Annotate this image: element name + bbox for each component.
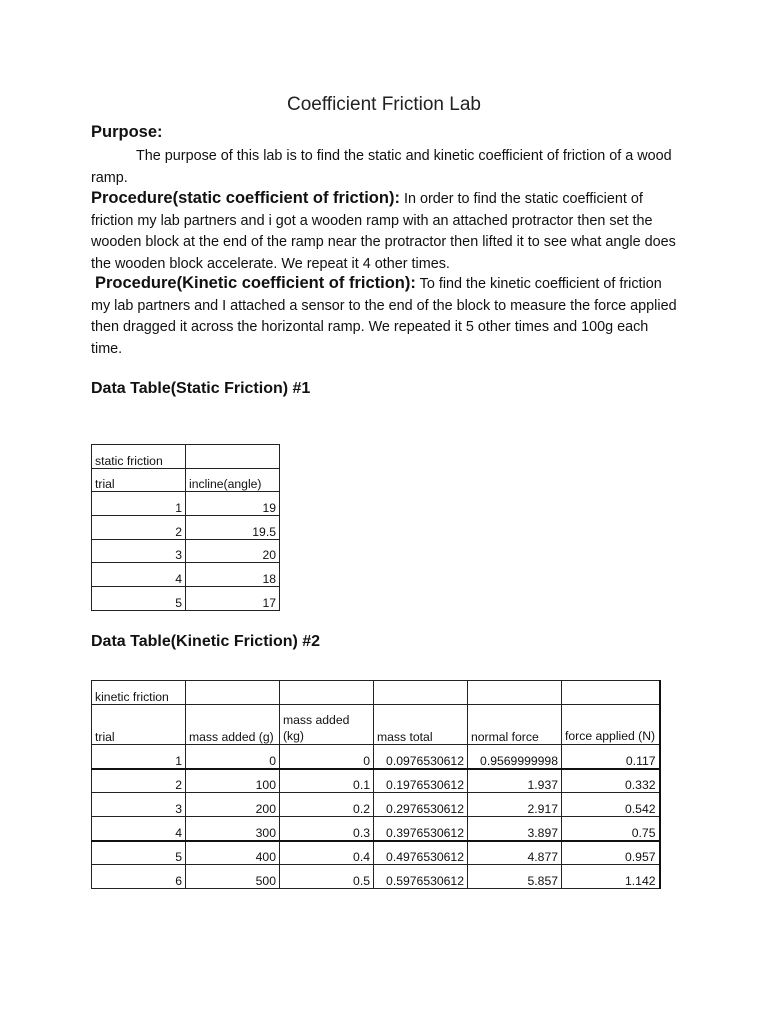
table-cell: 0.4 bbox=[280, 841, 374, 865]
table-row bbox=[92, 445, 280, 469]
kinetic-friction-table bbox=[91, 680, 661, 889]
static-table-heading: Data Table(Static Friction) #1 bbox=[91, 380, 311, 397]
procedure-kinetic-heading: Procedure(Kinetic coefficient of friction): bbox=[95, 274, 416, 292]
table-cell: 400 bbox=[186, 841, 280, 865]
table-row bbox=[92, 817, 660, 841]
table-cell: 1.937 bbox=[468, 769, 562, 793]
table-cell: 0.5976530612 bbox=[374, 865, 468, 889]
table-cell: 2 bbox=[92, 516, 186, 540]
procedure-static bbox=[91, 188, 681, 275]
table-row bbox=[92, 587, 280, 611]
column-header: incline(angle) bbox=[186, 468, 280, 492]
column-header: mass total bbox=[374, 705, 468, 745]
table-row bbox=[92, 745, 660, 769]
table-cell: 4 bbox=[92, 563, 186, 587]
table-cell: 2 bbox=[92, 769, 186, 793]
table-cell: 4 bbox=[92, 817, 186, 841]
column-header: trial bbox=[92, 705, 186, 745]
table-header-row bbox=[92, 705, 660, 745]
table-cell: 0.5 bbox=[280, 865, 374, 889]
table-cell: 19 bbox=[186, 492, 280, 516]
table-cell bbox=[186, 445, 280, 469]
table-row bbox=[92, 793, 660, 817]
column-header: trial bbox=[92, 468, 186, 492]
table-cell bbox=[468, 681, 562, 705]
table-row bbox=[92, 681, 660, 705]
table-cell: 0.332 bbox=[562, 769, 660, 793]
table-cell bbox=[186, 681, 280, 705]
table-cell: 0.1 bbox=[280, 769, 374, 793]
table-cell: 0.2976530612 bbox=[374, 793, 468, 817]
table-cell: 5 bbox=[92, 841, 186, 865]
table-cell: 17 bbox=[186, 587, 280, 611]
table-cell: 1 bbox=[92, 492, 186, 516]
table-cell: 0.2 bbox=[280, 793, 374, 817]
table-cell: 5 bbox=[92, 587, 186, 611]
kinetic-table-heading: Data Table(Kinetic Friction) #2 bbox=[91, 633, 321, 650]
table-cell: 1 bbox=[92, 745, 186, 769]
table-cell: 3.897 bbox=[468, 817, 562, 841]
table-cell: 200 bbox=[186, 793, 280, 817]
table-cell: 18 bbox=[186, 563, 280, 587]
table-cell: 6 bbox=[92, 865, 186, 889]
table-row bbox=[92, 865, 660, 889]
table-cell bbox=[374, 681, 468, 705]
table-cell: 0.4976530612 bbox=[374, 841, 468, 865]
table-cell: 2.917 bbox=[468, 793, 562, 817]
table-cell: 300 bbox=[186, 817, 280, 841]
table-cell: 20 bbox=[186, 539, 280, 563]
table-row bbox=[92, 492, 280, 516]
table-cell: 0.75 bbox=[562, 817, 660, 841]
table-caption: static friction bbox=[92, 445, 186, 469]
procedure-static-text: In order to find the static coefficient of friction my lab partners and i got a wooden ramp with an attached protractor then set the wooden block at the end of the ramp near the protractor then lifted it to see what angle does the wooden block accelerate. We repeat it 4 other times. bbox=[91, 191, 676, 272]
table-cell: 4.877 bbox=[468, 841, 562, 865]
static-friction-table bbox=[91, 444, 280, 611]
table-cell: 100 bbox=[186, 769, 280, 793]
table-cell: 19.5 bbox=[186, 516, 280, 540]
table-cell: 0.1976530612 bbox=[374, 769, 468, 793]
document-title: Coefficient Friction Lab bbox=[287, 94, 481, 115]
purpose-text: The purpose of this lab is to find the static and kinetic coefficient of friction of a wood ramp. bbox=[91, 148, 672, 186]
procedure-static-heading: Procedure(static coefficient of friction): bbox=[91, 189, 400, 207]
table-row bbox=[92, 516, 280, 540]
table-cell: 0.3 bbox=[280, 817, 374, 841]
column-header: force applied (N) bbox=[562, 705, 660, 745]
procedure-kinetic-text: To find the kinetic coefficient of friction my lab partners and I attached a sensor to the end of the block to measure the force applied then dragged it across the horizontal ramp. We repeated it 5 other times and 100g each time. bbox=[91, 276, 677, 357]
table-cell: 3 bbox=[92, 539, 186, 563]
table-row bbox=[92, 841, 660, 865]
procedure-kinetic bbox=[91, 273, 681, 360]
table-cell: 0.957 bbox=[562, 841, 660, 865]
table-cell: 0.542 bbox=[562, 793, 660, 817]
table-cell: 0.0976530612 bbox=[374, 745, 468, 769]
column-header: mass added (kg) bbox=[280, 705, 374, 745]
table-cell: 0 bbox=[186, 745, 280, 769]
table-cell bbox=[562, 681, 660, 705]
table-row bbox=[92, 563, 280, 587]
table-cell bbox=[280, 681, 374, 705]
table-cell: 0.117 bbox=[562, 745, 660, 769]
purpose-heading: Purpose: bbox=[91, 123, 163, 141]
table-caption: kinetic friction bbox=[92, 681, 186, 705]
table-cell: 3 bbox=[92, 793, 186, 817]
column-header: normal force bbox=[468, 705, 562, 745]
table-cell: 5.857 bbox=[468, 865, 562, 889]
table-cell: 500 bbox=[186, 865, 280, 889]
table-row bbox=[92, 769, 660, 793]
table-cell: 1.142 bbox=[562, 865, 660, 889]
table-row bbox=[92, 539, 280, 563]
table-cell: 0.3976530612 bbox=[374, 817, 468, 841]
table-cell: 0 bbox=[280, 745, 374, 769]
table-header-row bbox=[92, 468, 280, 492]
column-header: mass added (g) bbox=[186, 705, 280, 745]
table-cell: 0.9569999998 bbox=[468, 745, 562, 769]
